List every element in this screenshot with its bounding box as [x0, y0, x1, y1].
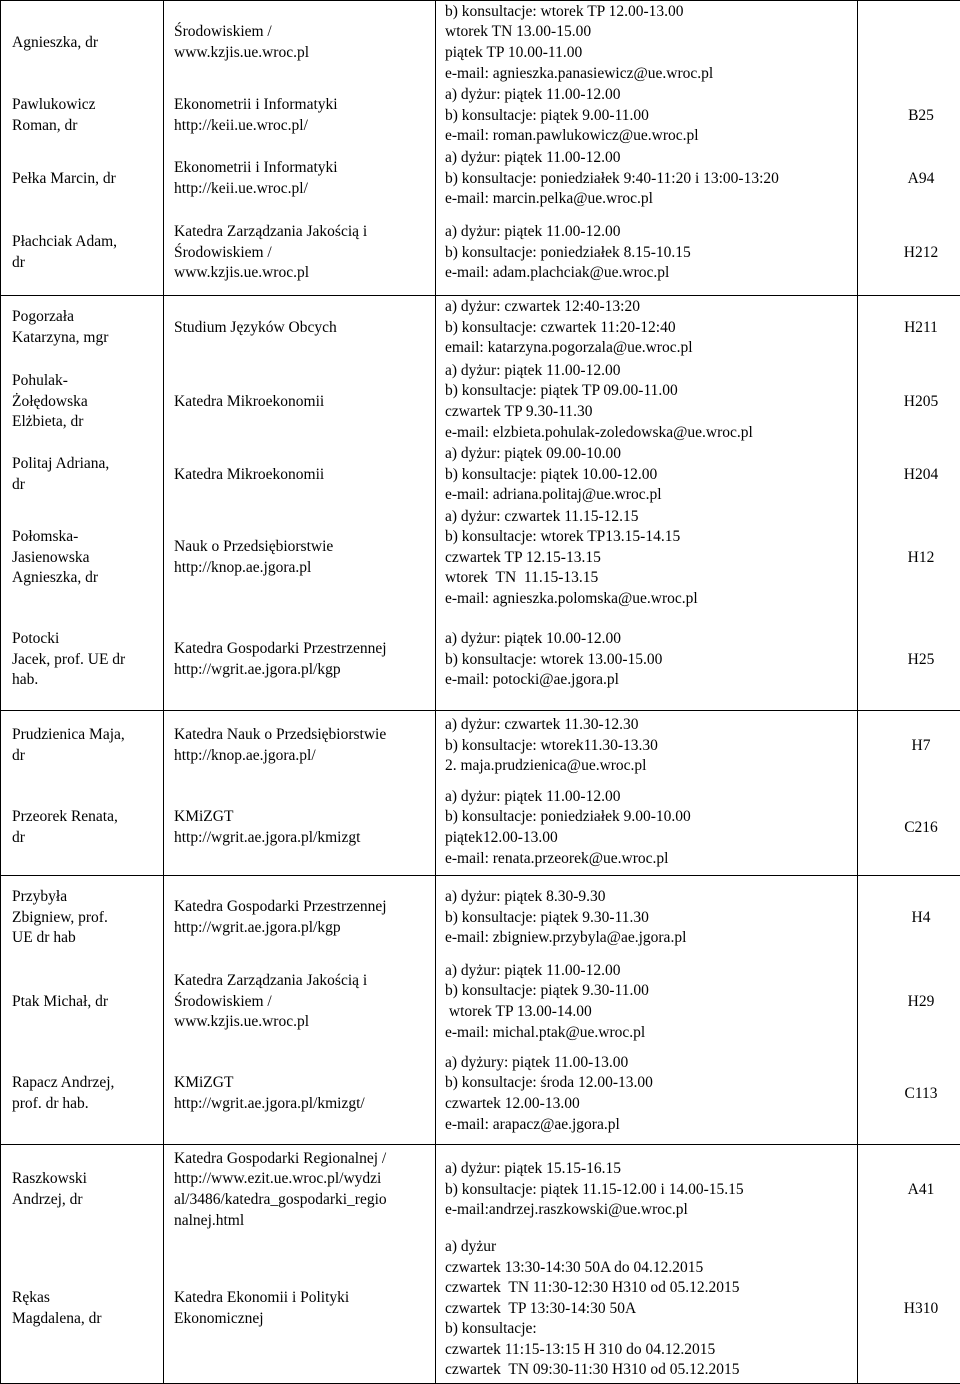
office-hours-line: czwartek TP 9.30-11.30 [445, 402, 855, 423]
staff-name-entry [12, 711, 159, 781]
office-hours-line: a) dyżur: piątek 11.00-12.00 [445, 85, 855, 106]
staff-name-entry [12, 211, 159, 295]
room-number-entry [858, 711, 960, 781]
office-hours-entry [445, 781, 855, 875]
staff-name-line: Jacek, prof. UE dr [12, 650, 159, 671]
office-hours-line: e-mail: michal.ptak@ue.wroc.pl [445, 1023, 855, 1044]
staff-name-entry [12, 85, 159, 147]
department-entry [174, 1, 431, 85]
office-hours-cell [436, 876, 858, 1145]
department-line: Studium Języków Obcych [174, 318, 431, 339]
department-line: Ekonomicznej [174, 1309, 431, 1330]
office-hours-line: a) dyżur: piątek 11.00-12.00 [445, 148, 855, 169]
staff-name-cell [1, 1, 164, 296]
department-line: Katedra Gospodarki Przestrzennej [174, 897, 431, 918]
office-hours-line: b) konsultacje: wtorek TP 12.00-13.00 [445, 2, 855, 23]
staff-name-line: Agnieszka, dr [12, 33, 159, 54]
room-number-entry [858, 506, 960, 610]
office-hours-line: e-mail: potocki@ae.jgora.pl [445, 670, 855, 691]
staff-name-entry [12, 781, 159, 875]
room-number: H310 [858, 1299, 960, 1320]
office-hours-entry [445, 876, 855, 960]
room-number-entry [858, 147, 960, 211]
office-hours-entry [445, 360, 855, 444]
table-row [1, 1145, 960, 1384]
room-number-entry [858, 610, 960, 710]
department-line: Katedra Nauk o Przedsiębiorstwie [174, 725, 431, 746]
department-line[interactable]: http://knop.ae.jgora.pl [174, 558, 431, 579]
office-hours-entry [445, 444, 855, 506]
staff-name-line: Raszkowski [12, 1169, 159, 1190]
department-entry [174, 147, 431, 211]
staff-name-line: dr [12, 828, 159, 849]
office-hours-line: e-mail: adam.plachciak@ue.wroc.pl [445, 263, 855, 284]
department-line: al/3486/katedra_gospodarki_regio [174, 1190, 431, 1211]
office-hours-line: piątek TP 10.00-11.00 [445, 43, 855, 64]
office-hours-line: czwartek 13:30-14:30 50A do 04.12.2015 [445, 1258, 855, 1279]
table-row [1, 876, 960, 1145]
department-line[interactable]: http://wgrit.ae.jgora.pl/kmizgt [174, 828, 431, 849]
office-hours-line: a) dyżur: czwartek 11.30-12.30 [445, 715, 855, 736]
office-hours-line: e-mail: agnieszka.polomska@ue.wroc.pl [445, 589, 855, 610]
office-hours-line: e-mail: elzbieta.pohulak-zoledowska@ue.wroc.pl [445, 423, 855, 444]
department-line: Ekonometrii i Informatyki [174, 158, 431, 179]
table-row [1, 1, 960, 296]
room-number-cell [858, 296, 960, 711]
office-hours-cell [436, 1, 858, 296]
department-entry [174, 1145, 431, 1235]
staff-name-line: Ptak Michał, dr [12, 992, 159, 1013]
office-hours-line: czwartek 11:15-13:15 H 310 do 04.12.2015 [445, 1340, 855, 1361]
staff-name-line: Politaj Adriana, [12, 454, 159, 475]
department-line: KMiZGT [174, 807, 431, 828]
office-hours-entry [445, 506, 855, 610]
office-hours-line: a) dyżur [445, 1237, 855, 1258]
office-hours-line: wtorek TN 13.00-15.00 [445, 22, 855, 43]
department-entry [174, 1235, 431, 1383]
department-line: Katedra Mikroekonomii [174, 465, 431, 486]
room-number-entry [858, 85, 960, 147]
office-hours-entry [445, 296, 855, 360]
staff-name-entry [12, 960, 159, 1044]
room-number: H25 [858, 650, 960, 671]
room-number: B25 [858, 106, 960, 127]
office-hours-line: a) dyżur: czwartek 12:40-13:20 [445, 297, 855, 318]
office-hours-line: b) konsultacje: piątek 10.00-12.00 [445, 465, 855, 486]
department-entry [174, 360, 431, 444]
table-row [1, 711, 960, 876]
staff-name-entry [12, 360, 159, 444]
department-entry [174, 610, 431, 710]
office-hours-line: e-mail: marcin.pelka@ue.wroc.pl [445, 189, 855, 210]
room-number-entry [858, 211, 960, 295]
office-hours-line: b) konsultacje: piątek 9.30-11.30 [445, 908, 855, 929]
office-hours-line: e-mail: zbigniew.przybyla@ae.jgora.pl [445, 928, 855, 949]
table-row [1, 296, 960, 711]
room-number-entry [858, 444, 960, 506]
staff-name-line: Andrzej, dr [12, 1190, 159, 1211]
staff-name-line: Rękas [12, 1288, 159, 1309]
room-number-cell [858, 1, 960, 296]
office-hours-entry [445, 1145, 855, 1235]
staff-name-line: Płachciak Adam, [12, 232, 159, 253]
department-line: Środowiskiem / [174, 992, 431, 1013]
office-hours-line: b) konsultacje: piątek 9.00-11.00 [445, 106, 855, 127]
staff-name-line: Elżbieta, dr [12, 412, 159, 433]
room-number: A41 [858, 1180, 960, 1201]
office-hours-line: wtorek TP 13.00-14.00 [445, 1002, 855, 1023]
room-number-entry [858, 781, 960, 875]
office-hours-line: b) konsultacje: wtorek11.30-13.30 [445, 736, 855, 757]
office-hours-line: a) dyżur: piątek 11.00-12.00 [445, 222, 855, 243]
staff-name-entry [12, 610, 159, 710]
office-hours-line: 2. maja.prudzienica@ue.wroc.pl [445, 756, 855, 777]
department-line[interactable]: www.kzjis.ue.wroc.pl [174, 1012, 431, 1033]
department-entry [174, 211, 431, 295]
department-line: Katedra Zarządzania Jakością i [174, 971, 431, 992]
staff-name-line: Agnieszka, dr [12, 568, 159, 589]
room-number: H12 [858, 548, 960, 569]
staff-name-line: UE dr hab [12, 928, 159, 949]
staff-name-cell [1, 1145, 164, 1384]
room-number: C216 [858, 818, 960, 839]
department-entry [174, 444, 431, 506]
staff-name-entry [12, 444, 159, 506]
department-entry [174, 781, 431, 875]
office-hours-line: b) konsultacje: poniedziałek 9:40-11:20 i 13:00-13:20 [445, 169, 855, 190]
office-hours-line: czwartek TN 11:30-12:30 H310 od 05.12.2015 [445, 1278, 855, 1299]
department-line[interactable]: http://wgrit.ae.jgora.pl/kmizgt/ [174, 1094, 431, 1115]
staff-name-cell [1, 711, 164, 876]
staff-name-entry [12, 1044, 159, 1144]
office-hours-entry [445, 1044, 855, 1144]
department-line: Środowiskiem / [174, 22, 431, 43]
office-hours-entry [445, 85, 855, 147]
room-number: H29 [858, 992, 960, 1013]
room-number: H7 [858, 736, 960, 757]
office-hours-line: b) konsultacje: piątek 9.30-11.00 [445, 981, 855, 1002]
office-hours-entry [445, 211, 855, 295]
staff-name-entry [12, 1235, 159, 1383]
department-entry [174, 506, 431, 610]
office-hours-line: czwartek 12.00-13.00 [445, 1094, 855, 1115]
room-number: A94 [858, 169, 960, 190]
room-number-entry [858, 360, 960, 444]
department-line: Katedra Gospodarki Regionalnej / [174, 1149, 431, 1170]
department-line[interactable]: http://www.ezit.ue.wroc.pl/wydzi [174, 1169, 431, 1190]
staff-name-cell [1, 876, 164, 1145]
department-entry [174, 1044, 431, 1144]
staff-name-entry [12, 506, 159, 610]
office-hours-cell [436, 296, 858, 711]
department-line: Katedra Gospodarki Przestrzennej [174, 639, 431, 660]
staff-name-line: Pełka Marcin, dr [12, 169, 159, 190]
staff-name-line: Jasienowska [12, 548, 159, 569]
staff-name-line: Zbigniew, prof. [12, 908, 159, 929]
staff-name-line: dr [12, 475, 159, 496]
department-entry [174, 876, 431, 960]
department-line: KMiZGT [174, 1073, 431, 1094]
room-number-entry [858, 296, 960, 360]
office-hours-line: b) konsultacje: poniedziałek 8.15-10.15 [445, 243, 855, 264]
department-cell [164, 876, 436, 1145]
office-hours-line: b) konsultacje: [445, 1319, 855, 1340]
room-number-entry [858, 876, 960, 960]
department-line[interactable]: http://knop.ae.jgora.pl/ [174, 746, 431, 767]
office-hours-line: a) dyżur: piątek 11.00-12.00 [445, 961, 855, 982]
department-cell [164, 711, 436, 876]
office-hours-cell [436, 711, 858, 876]
department-entry [174, 296, 431, 360]
office-hours-line: e-mail:andrzej.raszkowski@ue.wroc.pl [445, 1200, 855, 1221]
staff-name-entry [12, 147, 159, 211]
department-line: Środowiskiem / [174, 243, 431, 264]
staff-name-line: Potocki [12, 629, 159, 650]
staff-name-cell [1, 296, 164, 711]
staff-name-line: Katarzyna, mgr [12, 328, 159, 349]
staff-name-line: Magdalena, dr [12, 1309, 159, 1330]
office-hours-line: piątek12.00-13.00 [445, 828, 855, 849]
room-number: H204 [858, 465, 960, 486]
staff-name-entry [12, 1, 159, 85]
office-hours-line: b) konsultacje: wtorek TP13.15-14.15 [445, 527, 855, 548]
office-hours-line: b) konsultacje: piątek 11.15-12.00 i 14.00-15.15 [445, 1180, 855, 1201]
department-line: Katedra Mikroekonomii [174, 392, 431, 413]
department-entry [174, 960, 431, 1044]
department-line[interactable]: http://wgrit.ae.jgora.pl/kgp [174, 918, 431, 939]
office-hours-line: a) dyżur: piątek 11.00-12.00 [445, 361, 855, 382]
office-hours-entry [445, 1, 855, 85]
staff-name-entry [12, 876, 159, 960]
staff-name-line: hab. [12, 670, 159, 691]
department-line[interactable]: http://keii.ue.wroc.pl/ [174, 116, 431, 137]
office-hours-line: b) konsultacje: środa 12.00-13.00 [445, 1073, 855, 1094]
office-hours-line: b) konsultacje: poniedziałek 9.00-10.00 [445, 807, 855, 828]
office-hours-line: czwartek TN 09:30-11:30 H310 od 05.12.2015 [445, 1360, 855, 1381]
office-hours-line: a) dyżur: piątek 11.00-12.00 [445, 787, 855, 808]
department-line: nalnej.html [174, 1211, 431, 1232]
staff-name-line: prof. dr hab. [12, 1094, 159, 1115]
office-hours-line: czwartek TP 12.15-13.15 [445, 548, 855, 569]
department-cell [164, 1145, 436, 1384]
staff-name-line: Pawlukowicz [12, 95, 159, 116]
staff-name-line: Pohulak- [12, 371, 159, 392]
office-hours-line: e-mail: roman.pawlukowicz@ue.wroc.pl [445, 126, 855, 147]
room-number-entry [858, 1, 960, 85]
office-hours-line: a) dyżur: piątek 09.00-10.00 [445, 444, 855, 465]
office-hours-line: e-mail: agnieszka.panasiewicz@ue.wroc.pl [445, 64, 855, 85]
office-hours-line: a) dyżur: piątek 8.30-9.30 [445, 887, 855, 908]
department-line[interactable]: www.kzjis.ue.wroc.pl [174, 43, 431, 64]
department-cell [164, 296, 436, 711]
department-line: Ekonometrii i Informatyki [174, 95, 431, 116]
department-line[interactable]: http://wgrit.ae.jgora.pl/kgp [174, 660, 431, 681]
office-hours-line: a) dyżur: piątek 15.15-16.15 [445, 1159, 855, 1180]
office-hours-line: a) dyżur: czwartek 11.15-12.15 [445, 507, 855, 528]
room-number: H212 [858, 243, 960, 264]
office-hours-entry [445, 960, 855, 1044]
department-line: Katedra Zarządzania Jakością i [174, 222, 431, 243]
room-number-entry [858, 1145, 960, 1235]
room-number-cell [858, 876, 960, 1145]
staff-name-line: Rapacz Andrzej, [12, 1073, 159, 1094]
office-hours-line: a) dyżur: piątek 10.00-12.00 [445, 629, 855, 650]
staff-name-line: Przybyła [12, 887, 159, 908]
staff-name-line: dr [12, 253, 159, 274]
office-hours-line: b) konsultacje: wtorek 13.00-15.00 [445, 650, 855, 671]
office-hours-entry [445, 147, 855, 211]
room-number-entry [858, 1044, 960, 1144]
office-hours-line: czwartek TP 13:30-14:30 50A [445, 1299, 855, 1320]
staff-name-line: Roman, dr [12, 116, 159, 137]
office-hours-line: e-mail: renata.przeorek@ue.wroc.pl [445, 849, 855, 870]
room-number-cell [858, 1145, 960, 1384]
office-hours-entry [445, 1235, 855, 1383]
department-cell [164, 1, 436, 296]
room-number-entry [858, 1235, 960, 1383]
staff-name-line: dr [12, 746, 159, 767]
room-number-cell [858, 711, 960, 876]
staff-name-line: Żołędowska [12, 392, 159, 413]
department-entry [174, 85, 431, 147]
room-number: H211 [858, 318, 960, 339]
department-entry [174, 711, 431, 781]
room-number: H205 [858, 392, 960, 413]
department-line[interactable]: www.kzjis.ue.wroc.pl [174, 263, 431, 284]
office-hours-entry [445, 711, 855, 781]
room-number: H4 [858, 908, 960, 929]
staff-name-line: Przeorek Renata, [12, 807, 159, 828]
office-hours-line: e-mail: adriana.politaj@ue.wroc.pl [445, 485, 855, 506]
office-hours-entry [445, 610, 855, 710]
staff-name-line: Pogorzała [12, 307, 159, 328]
office-hours-line: a) dyżury: piątek 11.00-13.00 [445, 1053, 855, 1074]
office-hours-cell [436, 1145, 858, 1384]
staff-name-line: Połomska- [12, 527, 159, 548]
office-hours-line: b) konsultacje: piątek TP 09.00-11.00 [445, 381, 855, 402]
office-hours-line: b) konsultacje: czwartek 11:20-12:40 [445, 318, 855, 339]
office-hours-line: email: katarzyna.pogorzala@ue.wroc.pl [445, 338, 855, 359]
department-line: Nauk o Przedsiębiorstwie [174, 537, 431, 558]
room-number-entry [858, 960, 960, 1044]
staff-name-line: Prudzienica Maja, [12, 725, 159, 746]
office-hours-line: e-mail: arapacz@ae.jgora.pl [445, 1115, 855, 1136]
department-line: Katedra Ekonomii i Polityki [174, 1288, 431, 1309]
staff-name-entry [12, 296, 159, 360]
office-hours-line: wtorek TN 11.15-13.15 [445, 568, 855, 589]
department-line[interactable]: http://keii.ue.wroc.pl/ [174, 179, 431, 200]
room-number: C113 [858, 1084, 960, 1105]
staff-name-entry [12, 1145, 159, 1235]
